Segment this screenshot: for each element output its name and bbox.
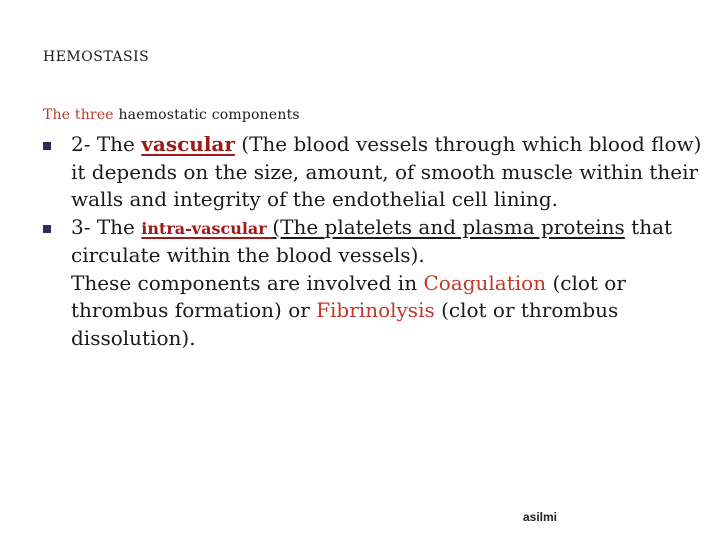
body-paragraph [43,270,703,353]
item-text: that circulate within the blood vessels). [71,214,673,267]
item-text: (The blood vessels through which blood flow) it depends on the size, amount, of smooth muscle within their walls and integrity of the endothelial cell lining. [71,132,702,211]
item-prefix: 2- The [71,132,142,156]
bullet-item-vascular [43,131,703,214]
para-text: (clot or thrombus dissolution). [71,298,619,350]
subtitle-text: haemostatic components [113,107,300,123]
item-prefix: 3- The [71,214,142,239]
subtitle-highlight: The three [43,107,114,123]
para-text: These components are involved in [71,270,424,295]
item-paren: (The [272,214,325,239]
slide-title: HEMOSTASIS [43,49,150,65]
footer-author: asilmi [523,510,558,524]
para-text: (clot or thrombus formation) or [71,270,626,322]
slide-body [43,131,703,352]
term-coagulation: Coagulation [423,270,547,295]
keyword-intravascular: intra-vascular [141,218,273,238]
square-bullet-icon [43,142,51,150]
slide-subtitle [43,107,300,123]
bullet-item-intravascular [43,214,703,270]
term-fibrinolysis: Fibrinolysis [316,298,435,322]
item-underlined-text: platelets and plasma proteins [324,214,625,239]
square-bullet-icon [43,225,51,233]
keyword-vascular: vascular [141,132,235,156]
